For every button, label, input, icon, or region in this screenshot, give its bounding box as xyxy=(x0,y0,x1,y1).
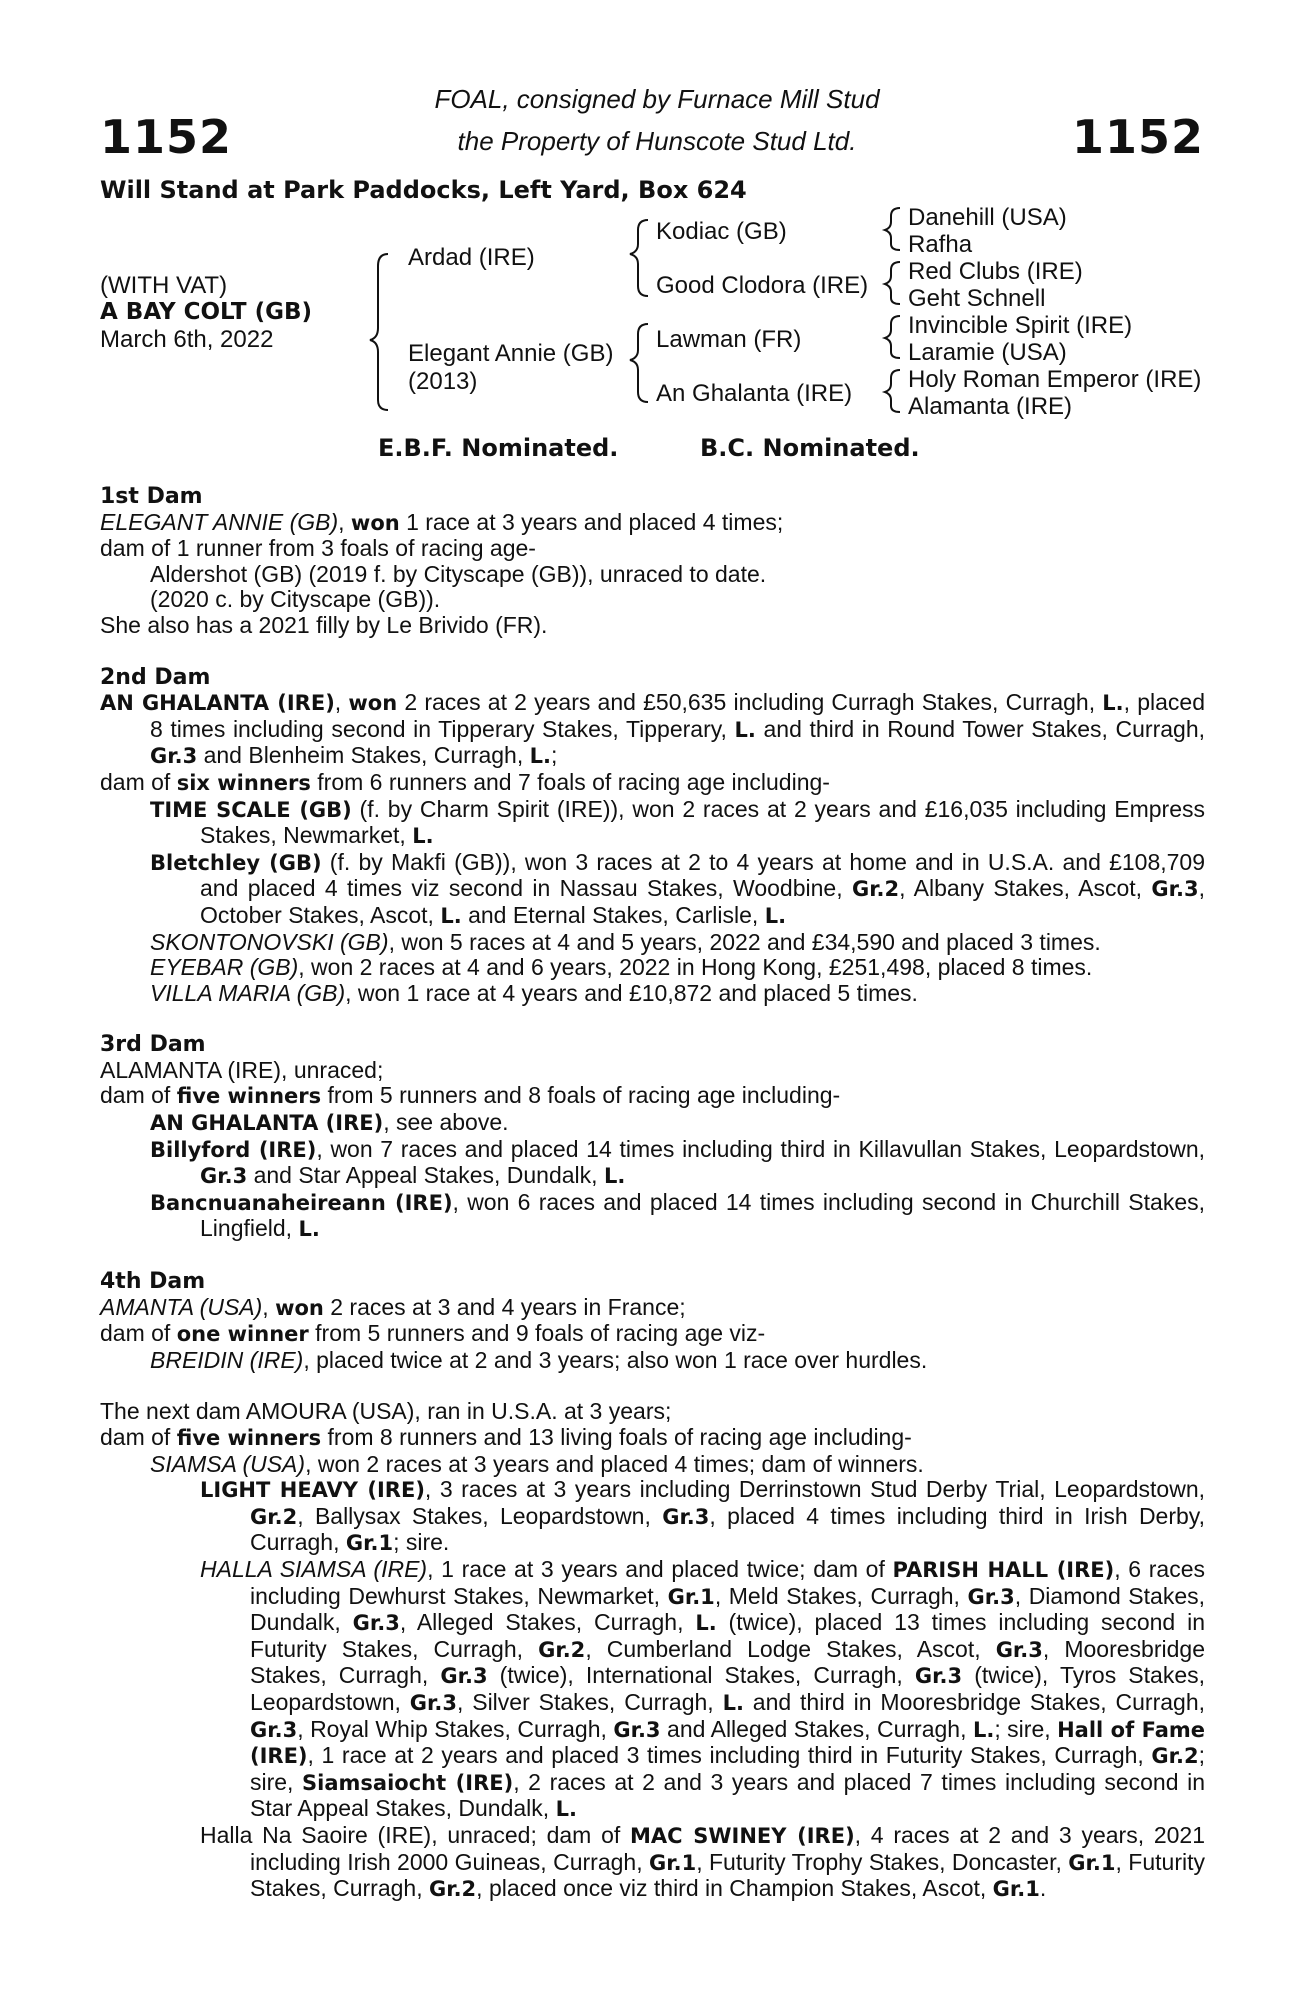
grade-3: Gr.3 xyxy=(150,744,198,769)
record-text: , Alleged Stakes, Curragh, xyxy=(399,1609,696,1636)
produce-record xyxy=(100,484,1205,1903)
grade-listed: L. xyxy=(440,903,462,928)
sd-dam: Geht Schnell xyxy=(908,285,1046,312)
sire: Ardad (IRE) xyxy=(408,244,535,271)
grade-listed: L. xyxy=(412,824,434,849)
winners-count: five winners xyxy=(176,1084,322,1109)
progeny-name: SKONTONOVSKI (GB) xyxy=(150,928,389,955)
record-text: , Albany Stakes, Ascot, xyxy=(899,875,1152,902)
fourth-dam-name: AMANTA (USA) xyxy=(100,1293,263,1320)
foaling-date: March 6th, 2022 xyxy=(100,326,274,353)
grade-3: Gr.3 xyxy=(200,1164,248,1189)
ds-dam: Laramie (USA) xyxy=(908,339,1067,366)
progeny-name: SIAMSA (USA) xyxy=(150,1450,306,1477)
next-dam-name: The next dam AMOURA (USA), ran in U.S.A. at 3 years; xyxy=(100,1398,672,1425)
record-text: , won 7 races and placed 14 times including third in Killavullan Stakes, Leopardstown, xyxy=(316,1135,1206,1162)
first-dam-name: ELEGANT ANNIE (GB) xyxy=(100,508,339,535)
stand-location: Will Stand at Park Paddocks, Left Yard, Box 624 xyxy=(100,176,747,204)
record-text: 2 races at 3 and 4 years in France; xyxy=(323,1293,686,1320)
record-text: , Futurity Stakes, Curragh, xyxy=(250,1848,1205,1902)
record-text: (f. by Charm Spirit (IRE)), won 2 races at 2 years and £16,035 including Empress Stakes, Newmarket, xyxy=(200,795,1205,849)
dam-year: (2013) xyxy=(408,368,478,395)
won-label: won xyxy=(350,510,400,535)
record-text: (twice), placed 13 times including second in Futurity Stakes, Curragh, xyxy=(250,1609,1205,1662)
record-text: 2 races at 2 years and £50,635 including Curragh Stakes, Curragh, xyxy=(397,689,1103,716)
record-text: , placed 8 times including second in Tipperary Stakes, Tipperary, xyxy=(150,689,1206,742)
record-text: (twice), International Stakes, Curragh, xyxy=(487,1662,915,1689)
progeny-name: LIGHT HEAVY (IRE) xyxy=(200,1478,425,1503)
grade-3: Gr.3 xyxy=(662,1504,710,1529)
winners-count: one winner xyxy=(176,1322,309,1347)
record-text: (f. by Makfi (GB)), won 3 races at 2 to 4 years at home and in U.S.A. and £108,709 and placed 4 times viz second in Nassau Stakes, Woodbine, xyxy=(200,848,1206,902)
third-dam-heading: 3rd Dam xyxy=(100,1032,206,1058)
grade-3: Gr.3 xyxy=(613,1717,661,1742)
grade-3: Gr.3 xyxy=(440,1664,488,1689)
record-text: ; xyxy=(550,742,558,769)
grade-1: Gr.1 xyxy=(667,1584,715,1609)
record-text: , placed twice at 2 and 3 years; also won 1 race over hurdles. xyxy=(303,1346,928,1373)
record-text: , won 2 races at 4 and 6 years, 2022 in Hong Kong, £251,498, placed 8 times. xyxy=(298,954,1093,981)
next-dam-section xyxy=(100,1399,1205,1902)
record-text: , 4 races at 2 and 3 years, 2021 including Irish 2000 Guineas, Curragh, xyxy=(250,1821,1206,1875)
grade-listed: L. xyxy=(695,1611,717,1636)
record-text: and third in Round Tower Stakes, Curragh, xyxy=(755,715,1205,742)
grade-listed: L. xyxy=(529,744,551,769)
progeny-name: EYEBAR (GB) xyxy=(150,954,299,981)
lot-number-right: 1152 xyxy=(1071,110,1204,164)
first-dam-heading: 1st Dam xyxy=(100,484,203,509)
fourth-dam-section: 4th Dam AMANTA (USA), won 2 races at 3 and 4 years in France; dam of one winner from 5 runners and 9 foals of racing age viz- BREIDIN (IRE), placed twice at 2 and 3 years; also won 1 race over hurdles. xyxy=(100,1269,1205,1373)
ss-sire: Danehill (USA) xyxy=(908,204,1067,231)
record-text: , 1 race at 2 years and placed 3 times including third in Futurity Stakes, Curragh, xyxy=(307,1742,1152,1769)
grade-listed: L. xyxy=(298,1217,320,1242)
won-label: won xyxy=(348,691,398,716)
colt-name: A BAY COLT (GB) xyxy=(100,299,313,325)
grade-2: Gr.2 xyxy=(250,1504,298,1529)
first-dam-record: 1 race at 3 years and placed 4 times; xyxy=(399,508,784,535)
second-dam-heading: 2nd Dam xyxy=(100,664,211,690)
record-text: , Mooresbridge Stakes, Curragh, xyxy=(250,1635,1205,1689)
grade-3: Gr.3 xyxy=(409,1690,457,1715)
sire-sire: Kodiac (GB) xyxy=(656,218,787,245)
third-dam-section xyxy=(100,1032,1205,1243)
dam: Elegant Annie (GB) xyxy=(408,340,614,367)
record-text: , 1 race at 3 years and placed twice; dam of xyxy=(427,1555,893,1582)
grade-3: Gr.3 xyxy=(914,1664,963,1689)
progeny-name: AN GHALANTA (IRE) xyxy=(150,1111,384,1136)
produce-2020-colt: (2020 c. by Cityscape (GB)). xyxy=(150,586,441,613)
dd-dam: Alamanta (IRE) xyxy=(908,393,1073,420)
progeny-name: MAC SWINEY (IRE) xyxy=(630,1823,855,1848)
consignor-line-1: FOAL, consigned by Furnace Mill Stud xyxy=(434,84,880,114)
record-text: ; sire. xyxy=(393,1529,450,1556)
ebf-nomination: E.B.F. Nominated. xyxy=(378,434,619,462)
record-text: dam of xyxy=(100,1082,177,1109)
record-text: and Eternal Stakes, Carlisle, xyxy=(461,901,765,928)
grade-3: Gr.3 xyxy=(1151,877,1199,902)
progeny-name: Siamsaiocht (IRE) xyxy=(302,1770,514,1795)
record-text: and Alleged Stakes, Curragh, xyxy=(660,1715,973,1742)
record-text: , won 5 races at 4 and 5 years, 2022 and £34,590 and placed 3 times. xyxy=(388,928,1101,955)
produce-2021-filly: She also has a 2021 filly by Le Brivido (FR). xyxy=(100,611,548,638)
record-text: , 2 races at 2 and 3 years and placed 7 times including second in Star Appeal Stakes, Dundalk, xyxy=(250,1768,1206,1822)
vat-note: (WITH VAT) xyxy=(100,272,228,299)
record-text: . xyxy=(1039,1875,1047,1902)
grade-listed: L. xyxy=(972,1717,995,1742)
record-text: , won 1 race at 4 years and £10,872 and placed 5 times. xyxy=(345,979,918,1006)
winners-count: six winners xyxy=(176,770,311,795)
grade-listed: L. xyxy=(764,903,787,928)
lot-number-left: 1152 xyxy=(100,110,233,164)
progeny-name: Hall of Fame (IRE) xyxy=(250,1717,1206,1769)
dam-dam: An Ghalanta (IRE) xyxy=(656,380,853,407)
record-text: , 3 races at 3 years including Derrinstown Stud Derby Trial, Leopardstown, xyxy=(424,1476,1206,1503)
second-dam-name: AN GHALANTA (IRE) xyxy=(100,691,335,716)
grade-2: Gr.2 xyxy=(851,877,900,902)
record-text: ; sire, xyxy=(250,1742,1205,1795)
record-text: ; sire, xyxy=(994,1715,1058,1742)
record-text: dam of xyxy=(100,1424,177,1450)
sire-dam: Good Clodora (IRE) xyxy=(656,272,869,299)
grade-1: Gr.1 xyxy=(992,1877,1040,1902)
progeny-name: Bancnuanaheireann (IRE) xyxy=(150,1190,453,1215)
grade-listed: L. xyxy=(722,1690,744,1715)
grade-2: Gr.2 xyxy=(1151,1744,1199,1769)
record-text: , Royal Whip Stakes, Curragh, xyxy=(297,1715,614,1742)
grade-3: Gr.3 xyxy=(967,1584,1015,1609)
ss-dam: Rafha xyxy=(908,231,973,258)
third-dam-name: ALAMANTA (IRE), unraced; xyxy=(100,1056,384,1083)
dam-sire: Lawman (FR) xyxy=(656,326,802,353)
bc-nomination: B.C. Nominated. xyxy=(700,434,920,462)
grade-3: Gr.3 xyxy=(995,1637,1043,1662)
progeny-name: PARISH HALL (IRE) xyxy=(892,1557,1115,1582)
progeny-name: Bletchley (GB) xyxy=(150,850,322,875)
record-text: from 5 runners and 9 foals of racing age viz- xyxy=(308,1320,766,1347)
record-text: , placed once viz third in Champion Stakes, Ascot, xyxy=(476,1875,993,1902)
progeny-name: VILLA MARIA (GB) xyxy=(150,979,346,1006)
record-text: from 5 runners and 8 foals of racing age including- xyxy=(321,1082,841,1109)
progeny-name: HALLA SIAMSA (IRE) xyxy=(200,1555,428,1582)
record-text: from 6 runners and 7 foals of racing age including- xyxy=(310,768,830,795)
winners-count: five winners xyxy=(176,1426,322,1450)
record-text: , Silver Stakes, Curragh, xyxy=(456,1688,723,1715)
record-text: Halla Na Saoire (IRE), unraced; dam of xyxy=(200,1821,631,1848)
record-text: , won 2 races at 3 years and placed 4 times; dam of winners. xyxy=(305,1450,924,1477)
progeny-name: TIME SCALE (GB) xyxy=(150,797,352,822)
grade-listed: L. xyxy=(1102,691,1124,716)
record-text: , October Stakes, Ascot, xyxy=(200,875,1206,928)
record-text: , Cumberland Lodge Stakes, Ascot, xyxy=(585,1635,996,1662)
grade-listed: L. xyxy=(555,1797,577,1822)
grade-3: Gr.3 xyxy=(352,1611,400,1636)
record-text: , Meld Stakes, Curragh, xyxy=(714,1582,968,1609)
ds-sire: Invincible Spirit (IRE) xyxy=(908,312,1133,339)
progeny-name: BREIDIN (IRE) xyxy=(150,1346,304,1373)
grade-1: Gr.1 xyxy=(649,1850,697,1875)
record-text: , won 6 races and placed 14 times including second in Churchill Stakes, Lingfield, xyxy=(200,1188,1206,1242)
record-text: , Diamond Stakes, Dundalk, xyxy=(250,1582,1206,1636)
grade-1: Gr.1 xyxy=(1068,1850,1116,1875)
record-text: , Futurity Trophy Stakes, Doncaster, xyxy=(696,1848,1069,1875)
fourth-dam-heading: 4th Dam xyxy=(100,1269,206,1295)
record-text: dam of xyxy=(100,1320,177,1347)
record-text: , placed 4 times including third in Irish Derby, Curragh, xyxy=(250,1502,1205,1556)
consignor-line-2: the Property of Hunscote Stud Ltd. xyxy=(457,126,857,156)
record-text: , see above. xyxy=(383,1109,509,1136)
grade-listed: L. xyxy=(734,717,756,742)
grade-2: Gr.2 xyxy=(538,1637,586,1662)
record-text: and Star Appeal Stakes, Dundalk, xyxy=(247,1162,604,1189)
grade-2: Gr.2 xyxy=(428,1877,477,1902)
record-text: , Ballysax Stakes, Leopardstown, xyxy=(297,1502,663,1529)
record-text: (twice), Tyros Stakes, Leopardstown, xyxy=(250,1662,1205,1715)
won-label: won xyxy=(275,1295,324,1320)
first-dam-produce: dam of 1 runner from 3 foals of racing age- xyxy=(100,535,536,562)
record-text: from 8 runners and 13 living foals of racing age including- xyxy=(321,1424,912,1450)
sd-sire: Red Clubs (IRE) xyxy=(908,258,1083,285)
grade-3: Gr.3 xyxy=(250,1717,298,1742)
second-dam-section: 2nd Dam AN GHALANTA (IRE), won 2 races at 2 years and £50,635 including Curragh Stakes, Curragh, L., placed 8 times including second in Tipperary Stakes, Tipperary, L. and third in Round Tower Stakes, Curragh, Gr.3 and Blenheim Stakes, Curragh, L.; dam of six winners from 6 runners and 7 foals of racing age including- TIME SCALE (GB) (f. by Charm Spirit (IRE)), won 2 races at 2 years and £16,035 including Empress Stakes, Newmarket, L. Bletchley (GB) (f. by Makfi (GB)), won 3 races at 2 to 4 years at home and in U.S.A. and £108,709 and placed 4 times viz second in Nassau Stakes, Woodbine, Gr.2, Albany Stakes, Ascot, Gr.3, October Stakes, Ascot, L. and Eternal Stakes, Carlisle, L. SKONTONOVSKI (GB), won 5 races at 4 and 5 years, 2022 and £34,590 and placed 3 times. EYEBAR (GB), won 2 races at 4 and 6 years, 2022 in Hong Kong, £251,498, placed 8 times. VILLA MARIA (GB), won 1 race at 4 years and £10,872 and placed 5 times. xyxy=(100,664,1206,1006)
record-text: and third in Mooresbridge Stakes, Curragh, xyxy=(743,1688,1205,1715)
grade-listed: L. xyxy=(603,1164,626,1189)
produce-aldershot: Aldershot (GB) (2019 f. by Cityscape (GB)), unraced to date. xyxy=(150,560,767,587)
dd-sire: Holy Roman Emperor (IRE) xyxy=(908,366,1202,393)
grade-1: Gr.1 xyxy=(345,1531,394,1556)
record-text: and Blenheim Stakes, Curragh, xyxy=(197,742,530,769)
record-text: dam of xyxy=(100,768,177,795)
first-dam-section: 1st Dam ELEGANT ANNIE (GB), won 1 race at 3 years and placed 4 times; dam of 1 runner from 3 foals of racing age- Aldershot (GB) (2019 f. by Cityscape (GB)), unraced to date. (2020 c. by Cityscape (GB)). She also has a 2021 filly by Le Brivido (FR). xyxy=(100,484,1205,639)
record-text: , 6 races including Dewhurst Stakes, Newmarket, xyxy=(250,1555,1205,1609)
progeny-name: Billyford (IRE) xyxy=(150,1137,317,1162)
